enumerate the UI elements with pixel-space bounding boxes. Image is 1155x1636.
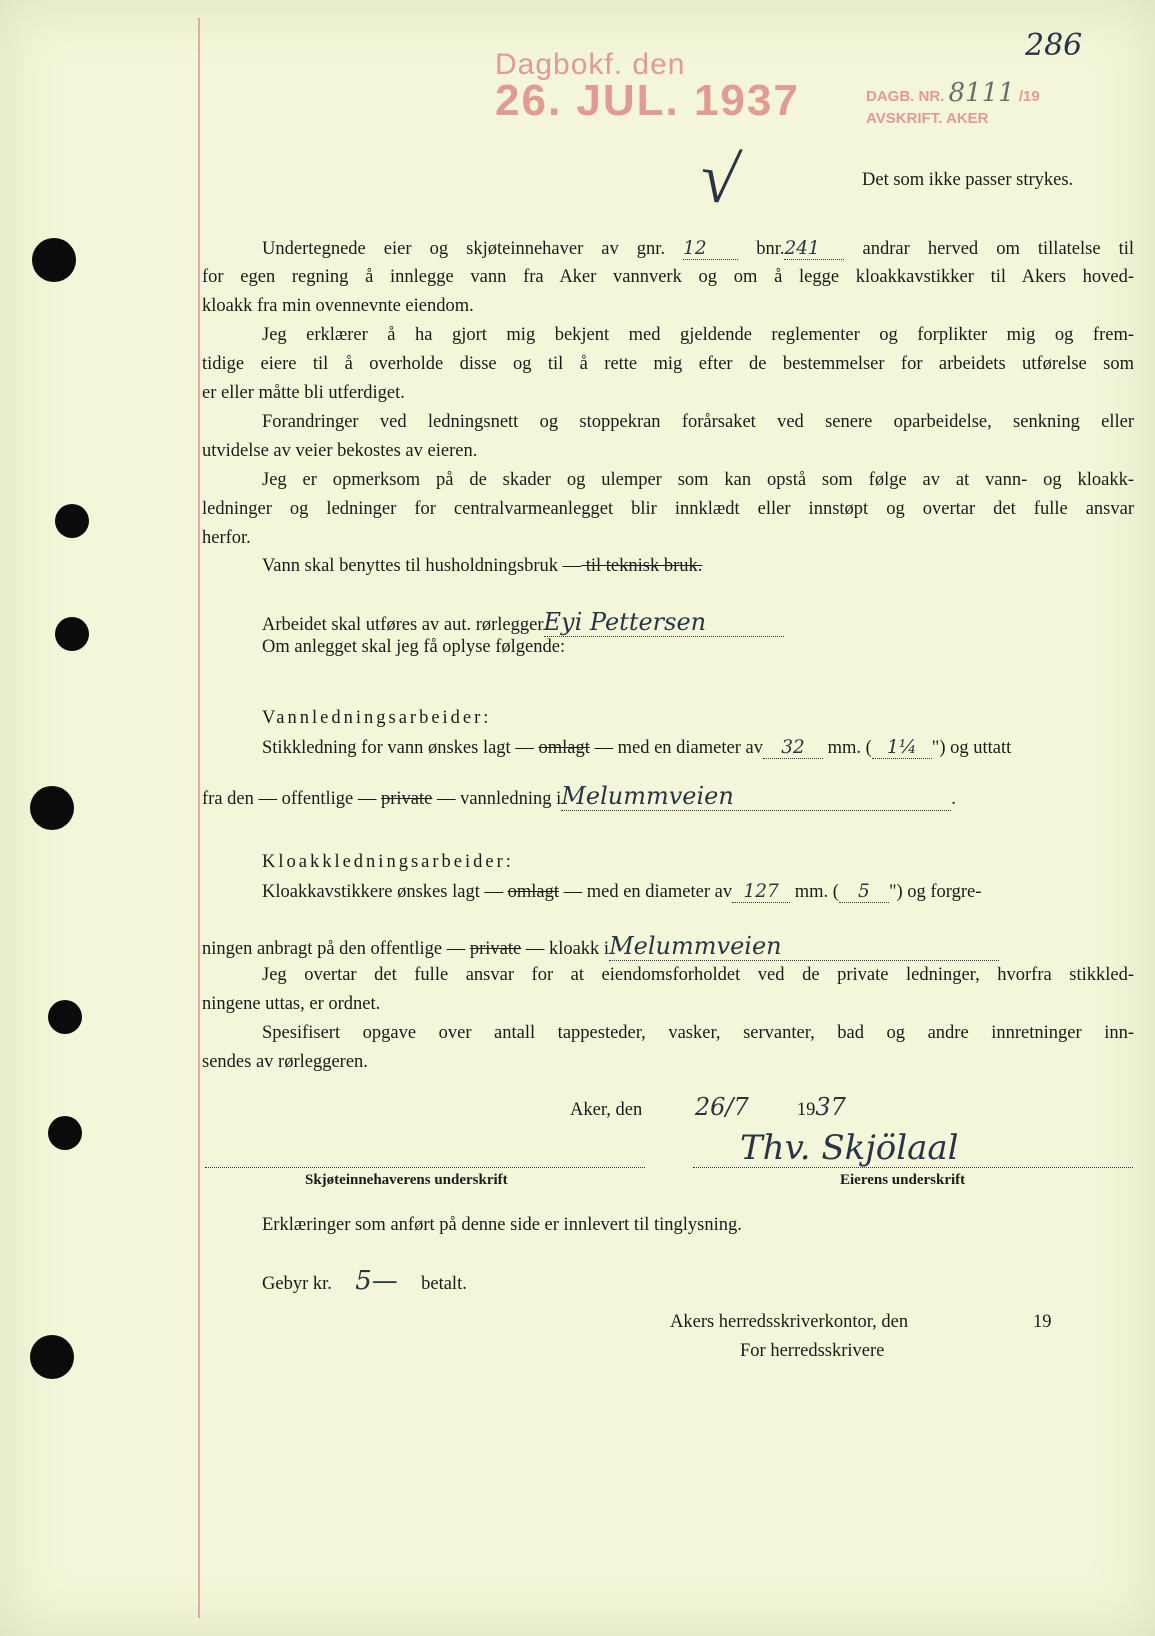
kloakk-heading: Kloakkledningsarbeider:	[262, 852, 514, 872]
para2-line3: er eller måtte bli utferdiget.	[202, 383, 405, 403]
left-signature-line	[205, 1167, 645, 1168]
para3-line2: utvidelse av veier bekostes av eieren.	[202, 441, 478, 461]
erklaeringer-line: Erklæringer som anført på denne side er innlevert til tinglysning.	[262, 1215, 742, 1235]
kloakk-diameter-field: 127	[732, 881, 790, 903]
left-signature-label: Skjøteinnehaverens underskrift	[305, 1172, 508, 1188]
vann-street-field: Melummveien	[561, 782, 951, 811]
rorlegger-field: Eyi Pettersen	[544, 608, 784, 637]
para1-line3: kloakk fra min ovennevnte eiendom.	[202, 296, 474, 316]
page-number: 286	[1025, 28, 1083, 63]
right-signature-label: Eierens underskrift	[840, 1172, 966, 1188]
kloakk-line2: ningen anbragt på den offentlige — private — kloakk iMelummveien	[202, 932, 999, 961]
check-mark-icon: √	[694, 138, 744, 221]
para4-line3: herfor.	[202, 528, 251, 548]
footer-for: For herredsskrivere	[740, 1341, 885, 1361]
para1-line1: Undertegnede eier og skjøteinnehaver av gnr. 12 bnr.241 andrar herved om tillatelse til	[262, 238, 1135, 259]
date-day: 26/7	[694, 1093, 749, 1121]
vann-heading: Vannledningsarbeider:	[262, 708, 492, 728]
punch-hole	[55, 504, 89, 538]
footer-year: 19	[1033, 1312, 1052, 1332]
date-stamp: Dagbokf. den 26. JUL. 1937	[495, 48, 800, 125]
para5-line2: ningene uttas, er ordnet.	[202, 994, 381, 1014]
para5-line1: Jeg overtar det fulle ansvar for at eiendomsforholdet ved de private ledninger, hvorfra stikkled-	[262, 965, 1134, 985]
margin-line	[198, 18, 200, 1618]
gebyr-line: Gebyr kr. 5— betalt.	[262, 1266, 467, 1296]
vann-use-line: Vann skal benyttes til husholdningsbruk — til teknisk bruk.	[262, 556, 703, 576]
vann-line1: Stikkledning for vann ønskes lagt — omlagt — med en diameter av 32 mm. ( 1¼ ") og uttatt	[262, 737, 1012, 758]
anlegget-line: Om anlegget skal jeg få oplyse følgende:	[262, 637, 566, 657]
footer-office: Akers herredsskriverkontor, den	[670, 1312, 909, 1332]
para3-line1: Forandringer ved ledningsnett og stoppekran forårsaket ved senere oparbeidelse, senkning eller	[262, 412, 1134, 432]
para4-line2: ledninger og ledninger for centralvarmeanlegget blir innklædt eller innstøpt og overtar det fulle ansvar	[202, 499, 1134, 519]
gnr-field: 12	[683, 238, 738, 260]
para6-line2: sendes av rørleggeren.	[202, 1052, 368, 1072]
vann-inch-field: 1¼	[872, 737, 932, 759]
kloakk-street-field: Melummveien	[609, 932, 999, 961]
para2-line2: tidige eiere til å overholde disse og til å rette mig efter de bestemmelser for arbeidets utførelse som	[202, 354, 1134, 374]
bnr-field: 241	[784, 238, 844, 260]
header-note: Det som ikke passer strykes.	[862, 170, 1074, 190]
punch-hole	[55, 617, 89, 651]
vann-line2: fra den — offentlige — private — vannledning iMelummveien .	[202, 782, 956, 810]
punch-hole	[30, 786, 74, 830]
para4-line1: Jeg er opmerksom på de skader og ulemper som kan opstå som følge av at vann- og kloakk-	[262, 470, 1134, 490]
punch-hole	[32, 238, 76, 282]
vann-diameter-field: 32	[763, 737, 823, 759]
para1-line2: for egen regning å innlegge vann fra Aker vannverk og om å legge kloakkavstikker til Akers hoved-	[202, 267, 1134, 287]
punch-hole	[30, 1335, 74, 1379]
date-year: 37	[815, 1093, 846, 1121]
para2-line1: Jeg erklærer å ha gjort mig bekjent med gjeldende reglementer og forplikter mig og frem-	[262, 325, 1134, 345]
kloakk-inch-field: 5	[839, 881, 889, 903]
place-date-line: Aker, den 26/7 1937	[570, 1093, 846, 1121]
para6-line1: Spesifisert opgave over antall tappesteder, vasker, servanter, bad og andre innretninger inn-	[262, 1023, 1134, 1043]
owner-signature: Thv. Skjölaal	[740, 1128, 959, 1168]
arbeidet-line: Arbeidet skal utføres av aut. rørleggerEyi Pettersen	[262, 608, 784, 637]
punch-hole	[48, 1116, 82, 1150]
kloakk-line1: Kloakkavstikkere ønskes lagt — omlagt — med en diameter av 127 mm. ( 5 ") og forgre-	[262, 881, 982, 902]
gebyr-amount: 5—	[355, 1266, 398, 1296]
punch-hole	[48, 1000, 82, 1034]
dagbok-stamp: DAGB. NR. 8111 /19 AVSKRIFT. AKER	[866, 78, 1040, 127]
